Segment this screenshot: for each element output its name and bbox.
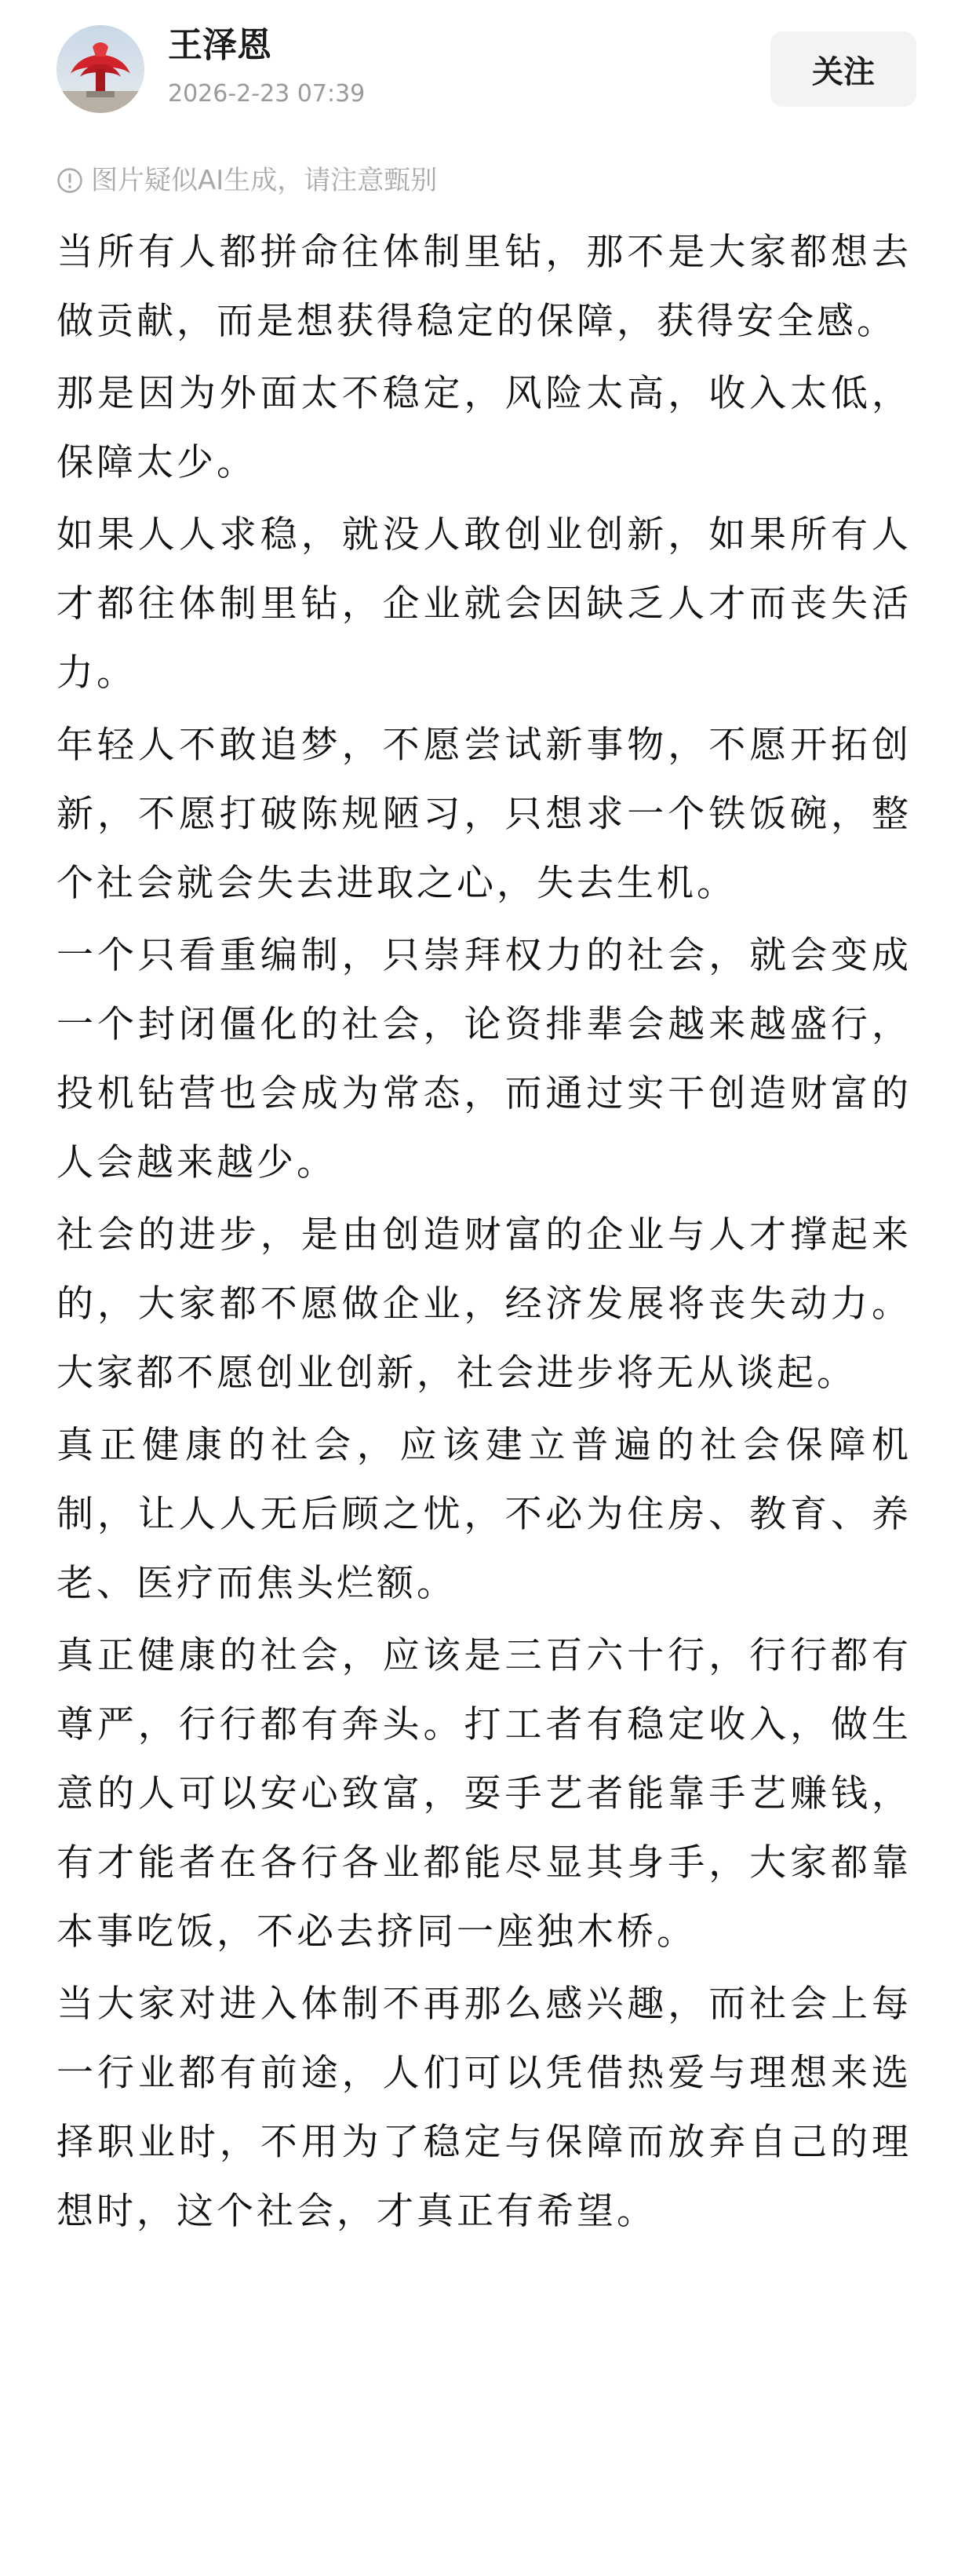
article-paragraph: 真正健康的社会，应该建立普遍的社会保障机制，让人人无后顾之忧，不必为住房、教育、养老、医疗而焦头烂额。 [56, 1424, 912, 1605]
avatar[interactable] [56, 25, 144, 113]
article-paragraph: 当大家对进入体制不再那么感兴趣，而社会上每一行业都有前途，人们可以凭借热爱与理想来选择职业时，不用为了稳定与保障而放弃自己的理想时，这个社会，才真正有希望。 [56, 1983, 912, 2233]
ai-notice-text: 图片疑似AI生成，请注意甄别 [91, 165, 438, 196]
ai-generated-notice [56, 160, 437, 201]
article-paragraph: 那是因为外面太不稳定，风险太高，收入太低，保障太少。 [56, 372, 912, 484]
article-paragraph: 年轻人不敢追梦，不愿尝试新事物，不愿开拓创新，不愿打破陈规陋习，只想求一个铁饭碗，整个社会就会失去进取之心，失去生机。 [56, 724, 912, 905]
article-paragraph: 如果人人求稳，就没人敢创业创新，如果所有人才都往体制里钻，企业就会因缺乏人才而丧失活力。 [56, 513, 912, 695]
author-name[interactable]: 王泽恩 [168, 25, 271, 65]
post-header [0, 0, 954, 138]
post-timestamp: 2026-2-23 07:39 [168, 80, 366, 108]
article-paragraph: 社会的进步，是由创造财富的企业与人才撑起来的，大家都不愿做企业，经济发展将丧失动力。大家都不愿创业创新，社会进步将无从谈起。 [56, 1213, 912, 1395]
follow-button[interactable]: 关注 [770, 31, 916, 107]
article-paragraph: 真正健康的社会，应该是三百六十行，行行都有尊严，行行都有奔头。打工者有稳定收入，做生意的人可以安心致富，耍手艺者能靠手艺赚钱，有才能者在各行各业都能尽显其身手，大家都靠本事吃饭，不必去挤同一座独木桥。 [56, 1634, 912, 1954]
info-circle-icon [56, 167, 83, 194]
red-sculpture-avatar-icon [56, 25, 144, 113]
article-paragraph: 当所有人都拼命往体制里钻，那不是大家都想去做贡献，而是想获得稳定的保障，获得安全感。 [56, 231, 912, 343]
article-paragraph: 一个只看重编制，只崇拜权力的社会，就会变成一个封闭僵化的社会，论资排辈会越来越盛行，投机钻营也会成为常态，而通过实干创造财富的人会越来越少。 [56, 934, 912, 1184]
article-body [56, 218, 912, 2249]
